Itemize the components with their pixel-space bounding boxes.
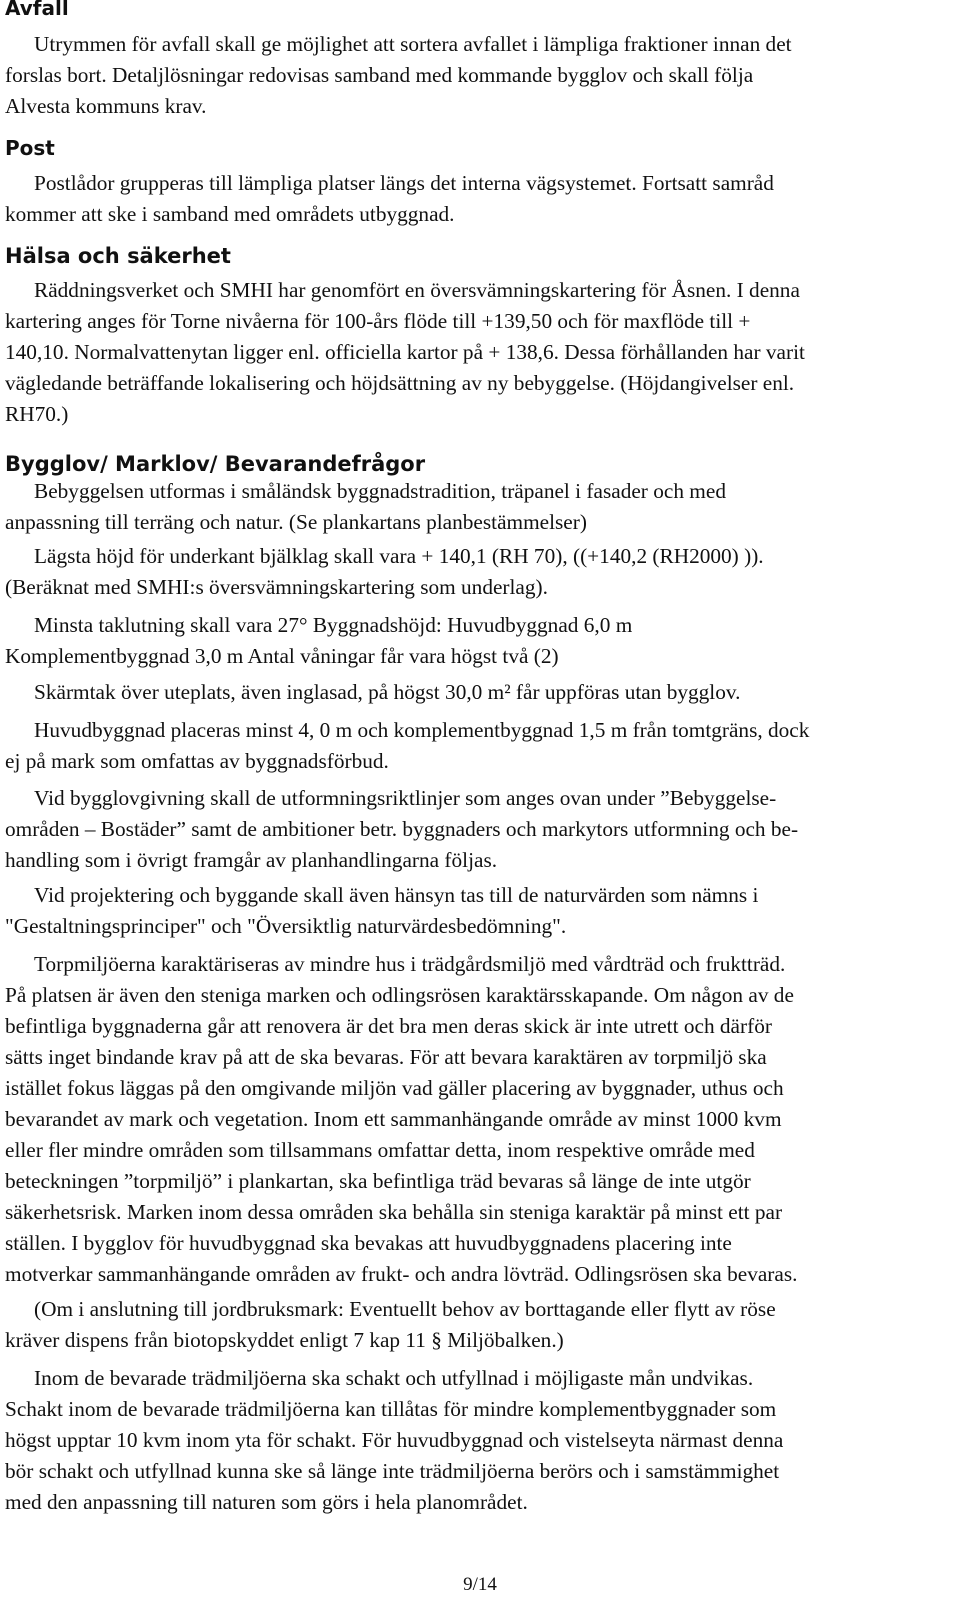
text-line: befintliga byggnaderna går att renovera är det bra men deras skick är inte utrett och därför [5, 1014, 772, 1038]
text-line: Bebyggelsen utformas i småländsk byggnadstradition, träpanel i fasader och med [34, 479, 726, 503]
paragraph-lagsta-hojd [5, 541, 955, 603]
text-line: "Gestaltningsprinciper" och "Översiktlig naturvärdesbedömning". [5, 914, 567, 938]
text-line: Torpmiljöerna karaktäriseras av mindre hus i trädgårdsmiljö med vårdträd och fruktträd. [34, 952, 786, 976]
text-line: sätts inget bindande krav på att de ska bevaras. För att bevara karaktären av torpmiljö ska [5, 1045, 767, 1069]
section-heading-post: Post [5, 136, 55, 160]
text-line: anpassning till terräng och natur. (Se plankartans planbestämmelser) [5, 510, 587, 534]
text-line: säkerhetsrisk. Marken inom dessa områden ska behålla sin steniga karaktär på minst ett par [5, 1200, 783, 1224]
text-line: kartering anges för Torne nivåerna för 100-års flöde till +139,50 och för maxflöde till + [5, 309, 751, 333]
text-line: kommer att ske i samband med områdets utbyggnad. [5, 202, 455, 226]
paragraph-bygglovgivning [5, 783, 955, 876]
paragraph-jordbruksmark [5, 1294, 955, 1356]
text-line: forslas bort. Detaljlösningar redovisas samband med kommande bygglov och skall följa [5, 63, 754, 87]
text-line: bevarandet av mark och vegetation. Inom ett sammanhängande område av minst 1000 kvm [5, 1107, 782, 1131]
text-line: På platsen är även den steniga marken och odlingsrösen karaktärsskapande. Om någon av de [5, 983, 794, 1007]
text-line: Skärmtak över uteplats, även inglasad, på högst 30,0 m² får uppföras utan bygglov. [34, 680, 741, 704]
text-line: Räddningsverket och SMHI har genomfört en översvämningskartering för Åsnen. I denna [34, 278, 800, 302]
text-line: istället fokus läggas på den omgivande miljön vad gäller placering av byggnader, uthus och [5, 1076, 784, 1100]
paragraph-tradmiljo [5, 1363, 955, 1518]
text-line: (Beräknat med SMHI:s översvämningskartering som underlag). [5, 575, 548, 599]
section-heading-bygglov: Bygglov/ Marklov/ Bevarandefrågor [5, 452, 426, 476]
text-line: med den anpassning till naturen som görs i hela planområdet. [5, 1490, 528, 1514]
text-line: Inom de bevarade trädmiljöerna ska schakt och utfyllnad i möjligaste mån undvikas. [34, 1366, 754, 1390]
text-line: Huvudbyggnad placeras minst 4, 0 m och komplementbyggnad 1,5 m från tomtgräns, dock [34, 718, 810, 742]
text-line: Vid projektering och byggande skall även hänsyn tas till de naturvärden som nämns i [34, 883, 759, 907]
paragraph-skarmtak [5, 677, 955, 708]
paragraph-projektering [5, 880, 955, 942]
text-line: Komplementbyggnad 3,0 m Antal våningar får vara högst två (2) [5, 644, 559, 668]
text-line: Schakt inom de bevarade trädmiljöerna kan tillåtas för mindre komplementbyggnader som [5, 1397, 777, 1421]
text-line: 140,10. Normalvattenytan ligger enl. officiella kartor på + 138,6. Dessa förhållanden har varit [5, 340, 805, 364]
text-line: Vid bygglovgivning skall de utformningsriktlinjer som anges ovan under ”Bebyggelse- [34, 786, 777, 810]
paragraph-torpmiljo [5, 949, 955, 1290]
paragraph-bebyggelse [5, 476, 955, 538]
text-line: områden – Bostäder” samt de ambitioner betr. byggnaders och markytors utformning och be- [5, 817, 799, 841]
text-line: vägledande beträffande lokalisering och höjdsättning av ny bebyggelse. (Höjdangivelser enl. [5, 371, 795, 395]
paragraph-placering [5, 715, 955, 777]
paragraph-oversvamning [5, 275, 955, 430]
text-line: (Om i anslutning till jordbruksmark: Eventuellt behov av borttagande eller flytt av röse [34, 1297, 776, 1321]
paragraph-post [5, 168, 955, 230]
section-heading-avfall: Avfall [5, 0, 69, 20]
text-line: kräver dispens från biotopskyddet enligt 7 kap 11 § Miljöbalken.) [5, 1328, 564, 1352]
text-line: RH70.) [5, 402, 69, 426]
text-line: handling som i övrigt framgår av planhandlingarna följas. [5, 848, 498, 872]
text-line: Lägsta höjd för underkant bjälklag skall vara + 140,1 (RH 70), ((+140,2 (RH2000) )). [34, 544, 764, 568]
section-heading-halsa-och-sakerhet: Hälsa och säkerhet [5, 244, 231, 268]
text-line: ej på mark som omfattas av byggnadsförbud. [5, 749, 389, 773]
paragraph-avfall [5, 29, 955, 122]
text-line: Postlådor grupperas till lämpliga platser längs det interna vägsystemet. Fortsatt samråd [34, 171, 774, 195]
paragraph-taklutning [5, 610, 955, 672]
text-line: Minsta taklutning skall vara 27° Byggnadshöjd: Huvudbyggnad 6,0 m [34, 613, 633, 637]
text-line: bör schakt och utfyllnad kunna ske så länge inte trädmiljöerna berörs och i samstämmighet [5, 1459, 780, 1483]
text-line: eller fler mindre områden som tillsammans omfattar detta, inom respektive område med [5, 1138, 755, 1162]
text-line: Alvesta kommuns krav. [5, 94, 207, 118]
page-number: 9/14 [463, 1574, 497, 1595]
text-line: Utrymmen för avfall skall ge möjlighet att sortera avfallet i lämpliga fraktioner innan det [34, 32, 792, 56]
text-line: högst upptar 10 kvm inom yta för schakt. För huvudbyggnad och vistelseyta närmast denna [5, 1428, 784, 1452]
text-line: motverkar sammanhängande områden av frukt- och andra lövträd. Odlingsrösen ska bevaras. [5, 1262, 798, 1286]
text-line: beteckningen ”torpmiljö” i plankartan, ska befintliga träd bevaras så länge de inte utgör [5, 1169, 751, 1193]
text-line: ställen. I bygglov för huvudbyggnad ska bevakas att huvudbyggnadens placering inte [5, 1231, 732, 1255]
